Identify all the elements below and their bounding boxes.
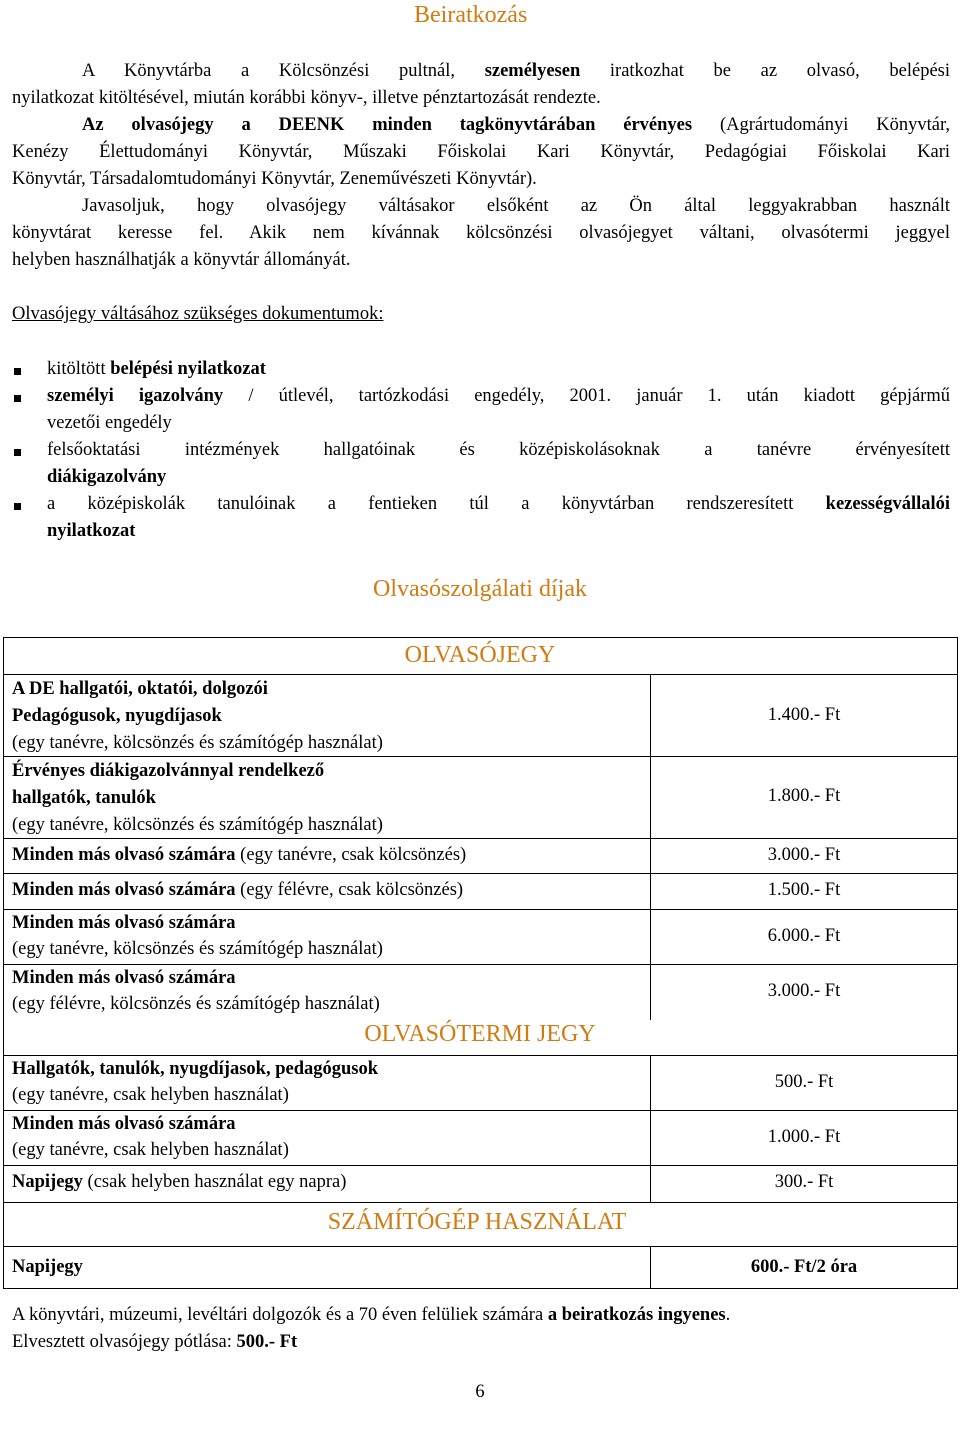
fee-row-2-line-3: (egy tanévre, kölcsönzés és számítógép használat) <box>12 815 383 835</box>
intro-line-5: Könyvtár, Társadalomtudományi Könyvtár, Zeneművészeti Könyvtár). <box>12 169 537 189</box>
intro-line-3: Az olvasójegy a DEENK minden tagkönyvtárában érvényes (Agrártudományi Könyvtár, <box>82 115 950 135</box>
fee-row-8-line-1: Minden más olvasó számára <box>12 1114 236 1134</box>
bullet-square-icon <box>14 395 21 402</box>
bullet-square-icon <box>14 368 21 375</box>
doc-item-1: kitöltött belépési nyilatkozat <box>47 359 266 379</box>
fee-row-1-price: 1.400.- Ft <box>767 705 841 725</box>
fee-row-4-price: 1.500.- Ft <box>767 880 841 900</box>
doc-item-2: személyi igazolvány / útlevél, tartózkodási engedély, 2001. január 1. után kiadott gépjármű <box>47 386 950 406</box>
doc-item-2-cont: vezetői engedély <box>47 413 172 433</box>
bullet-square-icon <box>14 449 21 456</box>
doc-item-3: felsőoktatási intézmények hallgatóinak és középiskolásoknak a tanévre érvényesített <box>47 440 950 460</box>
fee-row-8-line-2: (egy tanévre, csak helyben használat) <box>12 1140 289 1160</box>
fee-row-6-price: 3.000.- Ft <box>767 981 841 1001</box>
fee-row-2-line-2: hallgatók, tanulók <box>12 788 156 808</box>
fee-row-3-price: 3.000.- Ft <box>767 845 841 865</box>
intro-line-4: Kenézy Élettudományi Könyvtár, Műszaki Főiskolai Kari Könyvtár, Pedagógiai Főiskolai Kari <box>12 142 950 162</box>
fee-row-10-line-1: Napijegy <box>12 1257 83 1277</box>
fee-row-5-line-1: Minden más olvasó számára <box>12 913 236 933</box>
section-olvasojegy: OLVASÓJEGY <box>404 642 556 668</box>
doc-item-3-cont: diákigazolvány <box>47 467 167 487</box>
fee-row-3-line-1: Minden más olvasó számára (egy tanévre, csak kölcsönzés) <box>12 845 467 865</box>
fee-row-9-price: 300.- Ft <box>774 1172 834 1192</box>
fee-row-6-line-2: (egy félévre, kölcsönzés és számítógép használat) <box>12 994 380 1014</box>
doc-item-4-cont: nyilatkozat <box>47 521 136 541</box>
fee-row-8-price: 1.000.- Ft <box>767 1127 841 1147</box>
bullet-square-icon <box>14 503 21 510</box>
fee-row-1-line-2: Pedagógusok, nyugdíjasok <box>12 706 222 726</box>
documents-heading: Olvasójegy váltásához szükséges dokumentumok: <box>12 304 384 324</box>
doc-item-4: a középiskolák tanulóinak a fentieken túl a könyvtárban rendszeresített kezességvállalói <box>47 494 950 514</box>
fee-row-2-price: 1.800.- Ft <box>767 786 841 806</box>
page-title: Beiratkozás <box>414 2 528 28</box>
fee-row-4-line-1: Minden más olvasó számára (egy félévre, csak kölcsönzés) <box>12 880 464 900</box>
page-number: 6 <box>475 1382 485 1402</box>
fees-title: Olvasószolgálati díjak <box>373 576 587 602</box>
section-olvasotermi: OLVASÓTERMI JEGY <box>364 1021 596 1047</box>
fee-row-2-line-1: Érvényes diákigazolvánnyal rendelkező <box>12 761 325 781</box>
intro-line-6: Javasoljuk, hogy olvasójegy váltásakor elsőként az Ön által leggyakrabban használt <box>82 196 950 216</box>
intro-line-1: A Könyvtárba a Kölcsönzési pultnál, személyesen iratkozhat be az olvasó, belépési <box>82 61 950 81</box>
section-szamitogep: SZÁMÍTÓGÉP HASZNÁLAT <box>327 1209 627 1235</box>
footer-line-2: Elvesztett olvasójegy pótlása: 500.- Ft <box>12 1332 298 1352</box>
fee-row-1-line-3: (egy tanévre, kölcsönzés és számítógép használat) <box>12 733 383 753</box>
fee-row-5-price: 6.000.- Ft <box>767 926 841 946</box>
intro-line-2: nyilatkozat kitöltésével, miután korábbi könyv-, illetve pénztartozását rendezte. <box>12 88 601 108</box>
intro-line-7: könyvtárat keresse fel. Akik nem kívánnak kölcsönzési olvasójegyet váltani, olvasótermi jeggyel <box>12 223 950 243</box>
fee-row-6-line-1: Minden más olvasó számára <box>12 968 236 988</box>
intro-line-8: helyben használhatják a könyvtár állományát. <box>12 250 351 270</box>
fee-row-7-price: 500.- Ft <box>774 1072 834 1092</box>
fee-row-10-label-cell <box>3 1246 651 1289</box>
fee-row-1-line-1: A DE hallgatói, oktatói, dolgozói <box>12 679 268 699</box>
fee-row-10-price: 600.- Ft/2 óra <box>750 1257 858 1277</box>
fee-row-5-line-2: (egy tanévre, kölcsönzés és számítógép használat) <box>12 939 383 959</box>
fee-row-9-line-1: Napijegy (csak helyben használat egy napra) <box>12 1172 347 1192</box>
fee-row-7-line-2: (egy tanévre, csak helyben használat) <box>12 1085 289 1105</box>
footer-line-1: A könyvtári, múzeumi, levéltári dolgozók és a 70 éven felüliek számára a beiratkozás ingyenes. <box>12 1305 731 1325</box>
fee-row-7-line-1: Hallgatók, tanulók, nyugdíjasok, pedagógusok <box>12 1059 379 1079</box>
